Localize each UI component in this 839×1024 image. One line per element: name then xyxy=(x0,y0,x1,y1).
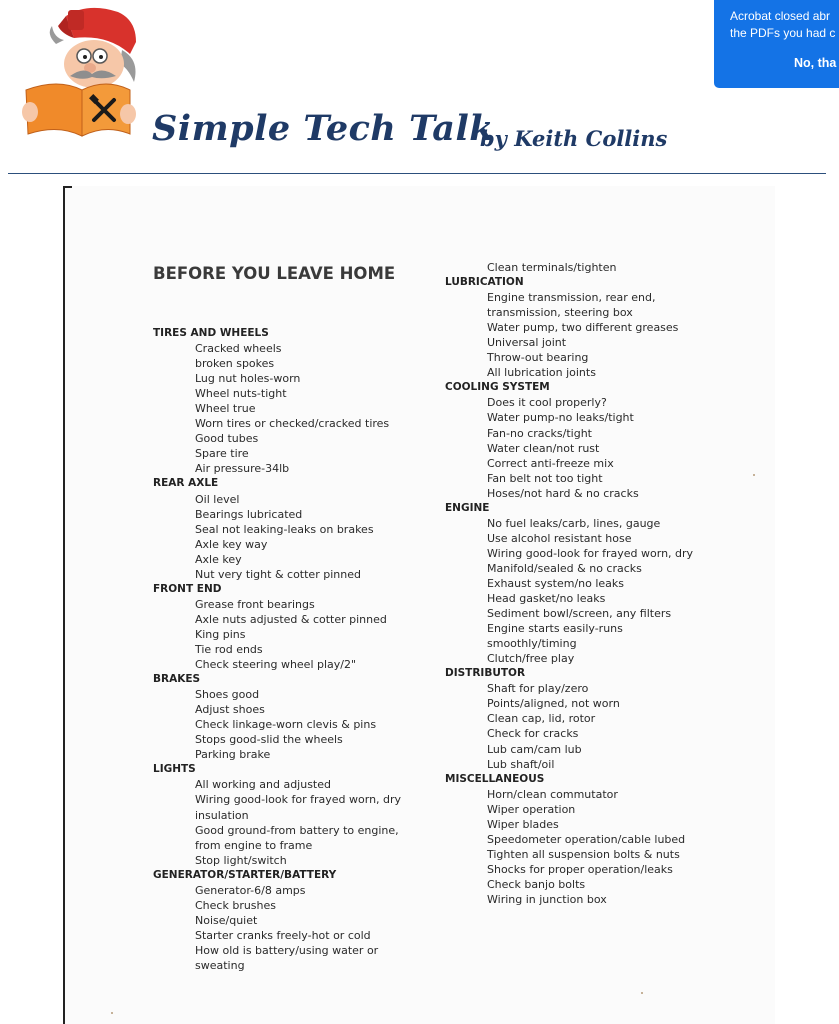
list-item: Water pump-no leaks/tight xyxy=(487,411,634,425)
list-item: transmission, steering box xyxy=(487,306,633,320)
list-item: Engine transmission, rear end, xyxy=(487,291,656,305)
list-item: Speedometer operation/cable lubed xyxy=(487,832,686,846)
checklist-left-column xyxy=(153,326,401,973)
list-item: Seal not leaking-leaks on brakes xyxy=(195,522,374,536)
section-title: MISCELLANEOUS xyxy=(445,772,545,785)
mascot-reading-book-logo xyxy=(18,4,143,139)
list-item: insulation xyxy=(195,808,249,822)
list-item: Wiring in junction box xyxy=(487,892,607,906)
list-item: smoothly/timing xyxy=(487,637,577,651)
list-item: Check steering wheel play/2" xyxy=(195,658,357,672)
list-item: Generator-6/8 amps xyxy=(195,883,306,897)
list-item: Manifold/sealed & no cracks xyxy=(487,561,642,575)
notification-message xyxy=(730,8,835,42)
list-item: Noise/quiet xyxy=(195,913,258,927)
checklist-right-column xyxy=(445,260,693,907)
list-item: sweating xyxy=(195,958,245,972)
scanned-checklist-document xyxy=(63,186,775,1024)
list-item: Correct anti-freeze mix xyxy=(487,456,614,470)
list-item: Nut very tight & cotter pinned xyxy=(195,567,361,581)
list-item: Throw-out bearing xyxy=(487,351,589,365)
acrobat-notification xyxy=(714,0,839,88)
list-item: Good tubes xyxy=(195,432,259,446)
list-item: Stops good-slid the wheels xyxy=(195,733,343,747)
list-item: Water clean/not rust xyxy=(487,441,600,455)
list-item: Air pressure-34lb xyxy=(195,462,290,476)
checklist-heading: BEFORE YOU LEAVE HOME xyxy=(153,264,396,283)
list-item: Worn tires or checked/cracked tires xyxy=(195,417,390,431)
list-item: Bearings lubricated xyxy=(195,507,303,521)
list-item: Check banjo bolts xyxy=(487,877,586,891)
dismiss-notification-button[interactable]: No, tha xyxy=(794,56,837,70)
list-item: Axle nuts adjusted & cotter pinned xyxy=(195,612,387,626)
list-item: Check for cracks xyxy=(487,727,579,741)
list-item: Oil level xyxy=(195,492,240,506)
scan-corner-mark xyxy=(63,186,72,188)
section-title: DISTRIBUTOR xyxy=(445,667,526,680)
list-item: Use alcohol resistant hose xyxy=(487,531,632,545)
list-item: Fan-no cracks/tight xyxy=(487,426,592,440)
list-item: Tie rod ends xyxy=(195,642,263,656)
notification-line-2: the PDFs you had c xyxy=(730,26,836,40)
list-item: All working and adjusted xyxy=(195,778,331,792)
list-item: Adjust shoes xyxy=(195,703,265,717)
list-item: Shocks for proper operation/leaks xyxy=(487,862,673,876)
list-item: Clean cap, lid, rotor xyxy=(487,712,596,726)
list-item: Grease front bearings xyxy=(195,597,315,611)
section-title: LUBRICATION xyxy=(445,276,524,289)
list-item: Clutch/free play xyxy=(487,652,575,666)
list-item: Parking brake xyxy=(195,748,271,762)
list-item: Cracked wheels xyxy=(195,342,282,356)
section-title: ENGINE xyxy=(445,501,490,514)
section-title: COOLING SYSTEM xyxy=(445,381,550,394)
scan-speck xyxy=(753,474,755,476)
notification-line-1: Acrobat closed abr xyxy=(730,9,831,23)
section-title: FRONT END xyxy=(153,582,222,595)
section-title: TIRES AND WHEELS xyxy=(153,327,269,339)
list-item: broken spokes xyxy=(195,357,275,371)
list-item: Lug nut holes-worn xyxy=(195,372,301,386)
list-item: Check linkage-worn clevis & pins xyxy=(195,718,377,732)
list-item: Horn/clean commutator xyxy=(487,787,618,801)
scan-speck xyxy=(111,1012,113,1014)
list-item: Lub shaft/oil xyxy=(487,757,555,771)
list-item: Wiring good-look for frayed worn, dry xyxy=(195,793,402,807)
list-item: Wiper operation xyxy=(487,802,576,816)
list-item: Exhaust system/no leaks xyxy=(487,576,625,590)
list-item: from engine to frame xyxy=(195,838,313,852)
list-item: Water pump, two different greases xyxy=(487,321,679,335)
section-title: GENERATOR/STARTER/BATTERY xyxy=(153,868,337,881)
author-byline: by Keith Collins xyxy=(480,126,668,151)
section-title: BRAKES xyxy=(153,673,201,686)
list-item: Tighten all suspension bolts & nuts xyxy=(487,847,680,861)
list-item: All lubrication joints xyxy=(487,366,596,380)
list-item: Clean terminals/tighten xyxy=(487,261,617,274)
list-item: Shaft for play/zero xyxy=(487,682,589,696)
list-item: Sediment bowl/screen, any filters xyxy=(487,607,672,621)
list-item: Hoses/not hard & no cracks xyxy=(487,486,639,500)
list-item: No fuel leaks/carb, lines, gauge xyxy=(487,516,661,530)
scan-speck xyxy=(641,992,643,994)
list-item: Wheel true xyxy=(195,402,256,416)
list-item: Head gasket/no leaks xyxy=(487,592,606,606)
section-title: LIGHTS xyxy=(153,763,196,776)
list-item: Shoes good xyxy=(195,688,260,702)
list-item: Lub cam/cam lub xyxy=(487,742,582,756)
list-item: Points/aligned, not worn xyxy=(487,697,620,711)
list-item: Universal joint xyxy=(487,336,567,350)
list-item: Good ground-from battery to engine, xyxy=(195,823,399,837)
list-item: Fan belt not too tight xyxy=(487,471,603,485)
header-divider xyxy=(8,173,826,174)
list-item: Wheel nuts-tight xyxy=(195,387,287,401)
list-item: Starter cranks freely-hot or cold xyxy=(195,928,371,942)
list-item: King pins xyxy=(195,627,246,641)
list-item: Wiring good-look for frayed worn, dry xyxy=(487,546,694,560)
list-item: Axle key xyxy=(195,552,242,566)
list-item: Spare tire xyxy=(195,447,249,461)
section-title: REAR AXLE xyxy=(153,477,219,490)
list-item: Does it cool properly? xyxy=(487,396,607,410)
list-item: Wiper blades xyxy=(487,817,559,831)
list-item: Engine starts easily-runs xyxy=(487,622,623,636)
list-item: How old is battery/using water or xyxy=(195,943,379,957)
list-item: Stop light/switch xyxy=(195,853,287,867)
site-title: Simple Tech Talk xyxy=(152,108,494,149)
scan-edge-line xyxy=(63,186,65,1024)
list-item: Axle key way xyxy=(195,537,268,551)
list-item: Check brushes xyxy=(195,898,277,912)
